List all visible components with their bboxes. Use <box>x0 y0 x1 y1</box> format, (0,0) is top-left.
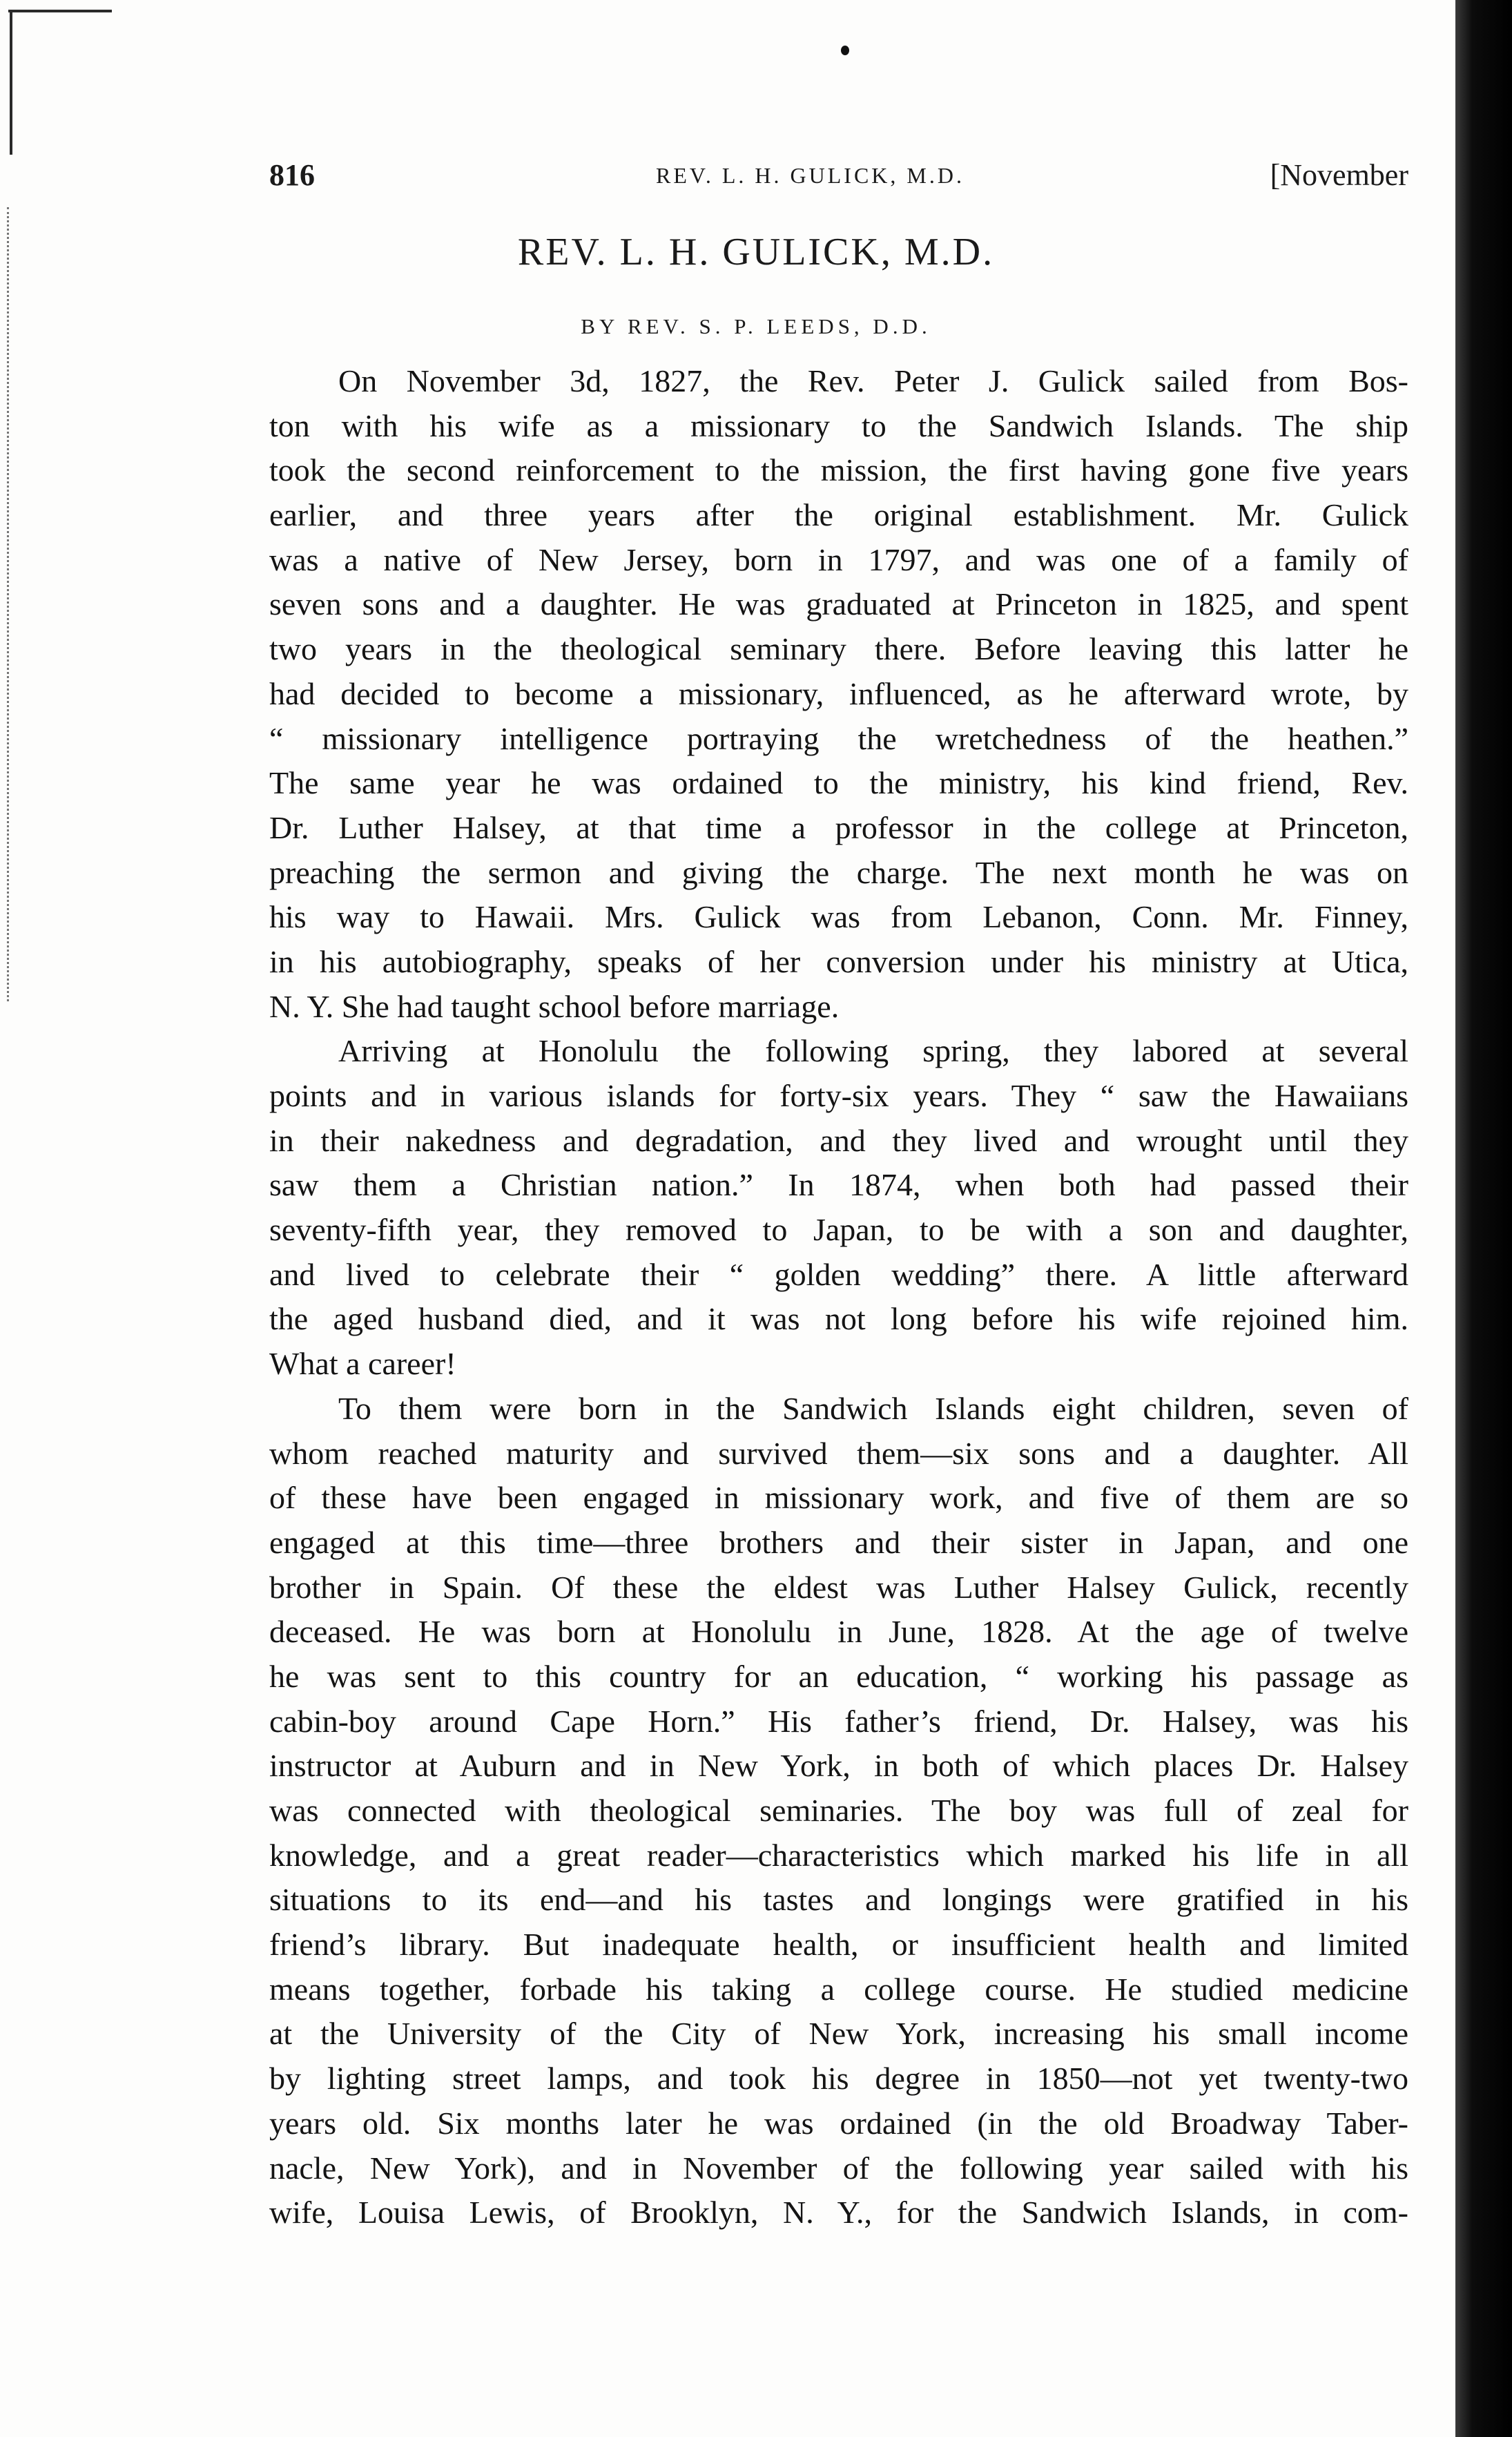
text-line: ton with his wife as a missionary to the Sandwich Islands. The ship <box>269 407 1408 443</box>
text-line: situations to its end—and his tastes and longings were gratified in his <box>269 1882 1408 1918</box>
text-line: by lighting street lamps, and took his degree in 1850—not yet twenty-two <box>269 2061 1408 2097</box>
text-line: instructor at Auburn and in New York, in both of which places Dr. Halsey <box>269 1748 1408 1784</box>
text-line: had decided to become a missionary, influenced, as he afterward wrote, by <box>269 675 1408 711</box>
text-line: wife, Louisa Lewis, of Brooklyn, N. Y., for the Sandwich Islands, in com- <box>269 2195 1408 2231</box>
text-line: friend’s library. But inadequate health, or insufficient health and limited <box>269 1927 1408 1963</box>
text-line: was connected with theological seminaries. The boy was full of zeal for <box>269 1793 1408 1828</box>
text-line: in his autobiography, speaks of her conversion under his ministry at Utica, <box>269 943 1408 979</box>
running-month: [November <box>1270 158 1408 192</box>
text-line: in their nakedness and degradation, and they lived and wrought until they <box>269 1122 1408 1158</box>
text-line: at the University of the City of New York, increasing his small income <box>269 2016 1408 2052</box>
text-line: means together, forbade his taking a college course. He studied medicine <box>269 1971 1408 2007</box>
text-line: deceased. He was born at Honolulu in June, 1828. At the age of twelve <box>269 1614 1408 1650</box>
text-line: knowledge, and a great reader—characteristics which marked his life in all <box>269 1837 1408 1873</box>
text-line: he was sent to this country for an education, “ working his passage as <box>269 1658 1408 1694</box>
scan-binding-shadow <box>1455 0 1512 2437</box>
text-line: Arriving at Honolulu the following spring, they labored at several <box>338 1033 1408 1069</box>
text-line: To them were born in the Sandwich Islands eight children, seven of <box>338 1390 1408 1426</box>
text-line: preaching the sermon and giving the charge. The next month he was on <box>269 854 1408 890</box>
text-line: years old. Six months later he was ordained (in the old Broadway Taber- <box>269 2105 1408 2141</box>
text-line: earlier, and three years after the original establishment. Mr. Gulick <box>269 497 1408 533</box>
text-line: N. Y. She had taught school before marriage. <box>269 988 840 1024</box>
text-line: his way to Hawaii. Mrs. Gulick was from Lebanon, Conn. Mr. Finney, <box>269 899 1408 935</box>
text-line: and lived to celebrate their “ golden wedding” there. A little afterward <box>269 1256 1408 1292</box>
text-line: What a career! <box>269 1346 456 1382</box>
text-line: engaged at this time—three brothers and their sister in Japan, and one <box>269 1524 1408 1560</box>
text-line: of these have been engaged in missionary work, and five of them are so <box>269 1480 1408 1516</box>
text-line: was a native of New Jersey, born in 1797, and was one of a family of <box>269 541 1408 577</box>
text-line: “ missionary intelligence portraying the wretchedness of the heathen.” <box>269 720 1408 756</box>
page-number: 816 <box>269 158 315 192</box>
text-line: saw them a Christian nation.” In 1874, when both had passed their <box>269 1167 1408 1203</box>
text-line: nacle, New York), and in November of the following year sailed with his <box>269 2150 1408 2186</box>
running-title: REV. L. H. GULICK, M.D. <box>656 163 965 188</box>
text-line: cabin-boy around Cape Horn.” His father’s friend, Dr. Halsey, was his <box>269 1703 1408 1739</box>
text-line: took the second reinforcement to the mission, the first having gone five years <box>269 452 1408 488</box>
text-line: the aged husband died, and it was not long before his wife rejoined him. <box>269 1301 1408 1337</box>
scan-speck <box>841 46 849 55</box>
text-line: seventy-fifth year, they removed to Japan, to be with a son and daughter, <box>269 1212 1408 1248</box>
text-line: brother in Spain. Of these the eldest was Luther Halsey Gulick, recently <box>269 1569 1408 1605</box>
text-line: The same year he was ordained to the ministry, his kind friend, Rev. <box>269 765 1408 801</box>
article-byline: BY REV. S. P. LEEDS, D.D. <box>581 314 931 338</box>
text-line: points and in various islands for forty-six years. They “ saw the Hawaiians <box>269 1078 1408 1113</box>
text-line: seven sons and a daughter. He was graduated at Princeton in 1825, and spent <box>269 586 1408 622</box>
scan-corner-mark-horizontal <box>8 10 112 12</box>
article-title: REV. L. H. GULICK, M.D. <box>517 231 995 273</box>
scan-corner-mark-vertical <box>10 10 12 155</box>
text-line: Dr. Luther Halsey, at that time a professor in the college at Princeton, <box>269 809 1408 845</box>
article-body <box>269 359 1408 2235</box>
text-line: two years in the theological seminary there. Before leaving this latter he <box>269 631 1408 667</box>
text-line: On November 3d, 1827, the Rev. Peter J. Gulick sailed from Bos- <box>338 363 1408 398</box>
running-header <box>269 157 1408 199</box>
text-line: whom reached maturity and survived them—six sons and a daughter. All <box>269 1435 1408 1471</box>
